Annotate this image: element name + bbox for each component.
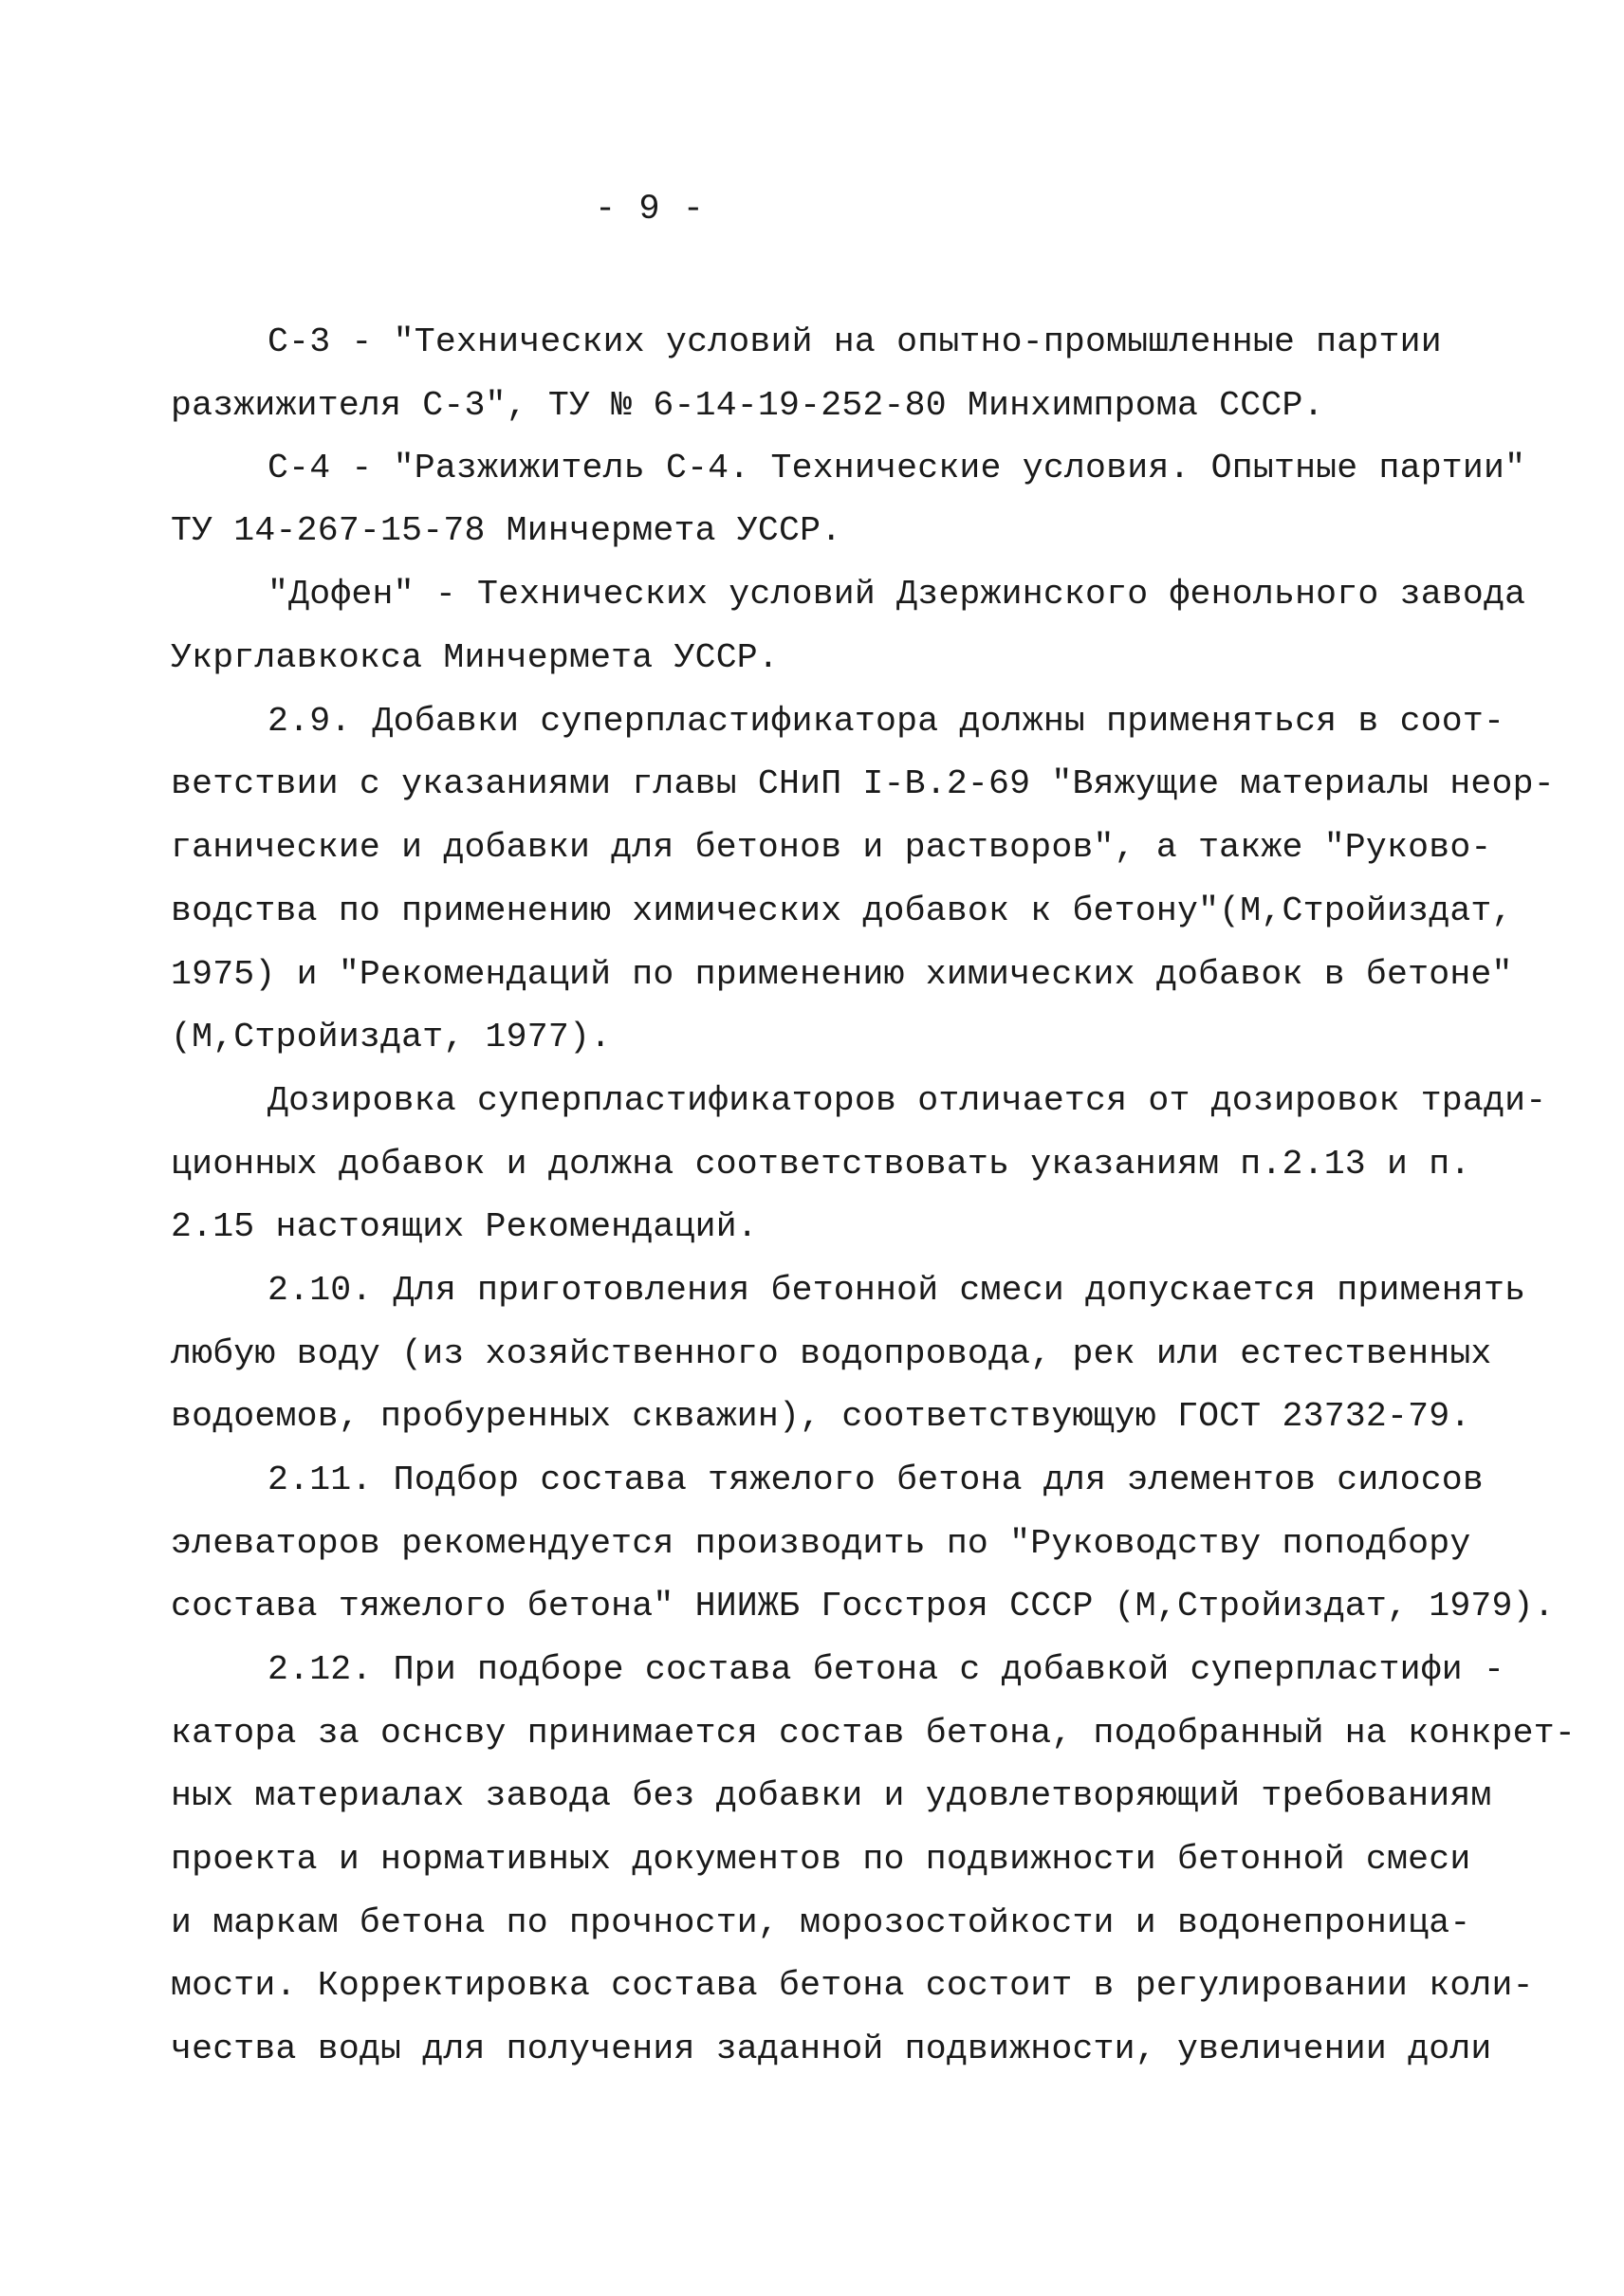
text-line: чества воды для получения заданной подвижности, увеличении доли — [171, 2030, 1492, 2068]
text-line: 1975) и "Рекомендаций по применению химических добавок в бетоне" — [171, 955, 1513, 994]
text-line: катора за оснсву принимается состав бетона, подобранный на конкрет- — [171, 1714, 1576, 1753]
text-line: ганические и добавки для бетонов и растворов", а также "Руково- — [171, 828, 1492, 867]
text-line: ветствии с указаниями главы СНиП I-В.2-69 "Вяжущие материалы неор- — [171, 764, 1555, 803]
text-line: С-3 - "Технических условий на опытно-промышленные партии — [268, 322, 1442, 361]
text-line: элеваторов рекомендуется производить по "Руководству поподбору — [171, 1524, 1471, 1563]
text-line: мости. Корректировка состава бетона состоит в регулировании коли- — [171, 1966, 1534, 2005]
text-line: разжижителя С-3", ТУ № 6-14-19-252-80 Минхимпрома СССР. — [171, 386, 1324, 425]
text-line: водоемов, пробуренных скважин), соответствующую ГОСТ 23732-79. — [171, 1397, 1471, 1436]
text-line: "Дофен" - Технических условий Дзержинского фенольного завода — [268, 575, 1526, 614]
text-line: ных материалах завода без добавки и удовлетворяющий требованиям — [171, 1776, 1492, 1815]
text-line: и маркам бетона по прочности, морозостойкости и водонепроница- — [171, 1903, 1471, 1942]
text-line: 2.15 настоящих Рекомендаций. — [171, 1207, 758, 1246]
text-line: ТУ 14-267-15-78 Минчермета УССР. — [171, 511, 842, 550]
text-line: С-4 - "Разжижитель С-4. Технические условия. Опытные партии" — [268, 449, 1526, 487]
text-line: состава тяжелого бетона" НИИЖБ Госстроя СССР (М,Стройиздат, 1979). — [171, 1587, 1555, 1626]
text-line: проекта и нормативных документов по подвижности бетонной смеси — [171, 1840, 1471, 1879]
text-line: 2.12. При подборе состава бетона с добавкой суперпластифи - — [268, 1650, 1505, 1689]
text-line: 2.11. Подбор состава тяжелого бетона для элементов силосов — [268, 1460, 1485, 1499]
text-line: 2.9. Добавки суперпластификатора должны применяться в соот- — [268, 702, 1505, 741]
text-line: ционных добавок и должна соответствовать указаниям п.2.13 и п. — [171, 1145, 1471, 1184]
text-line: водства по применению химических добавок к бетону"(М,Стройиздат, — [171, 891, 1513, 930]
text-line: Укрглавкокса Минчермета УССР. — [171, 638, 780, 677]
text-line: 2.10. Для приготовления бетонной смеси допускается применять — [268, 1271, 1526, 1310]
text-line: Дозировка суперпластификаторов отличается от дозировок тради- — [268, 1081, 1547, 1120]
text-line: любую воду (из хозяйственного водопровода, рек или естественных — [171, 1334, 1492, 1373]
text-line: (М,Стройиздат, 1977). — [171, 1018, 612, 1056]
page-number: - 9 - — [594, 190, 706, 230]
